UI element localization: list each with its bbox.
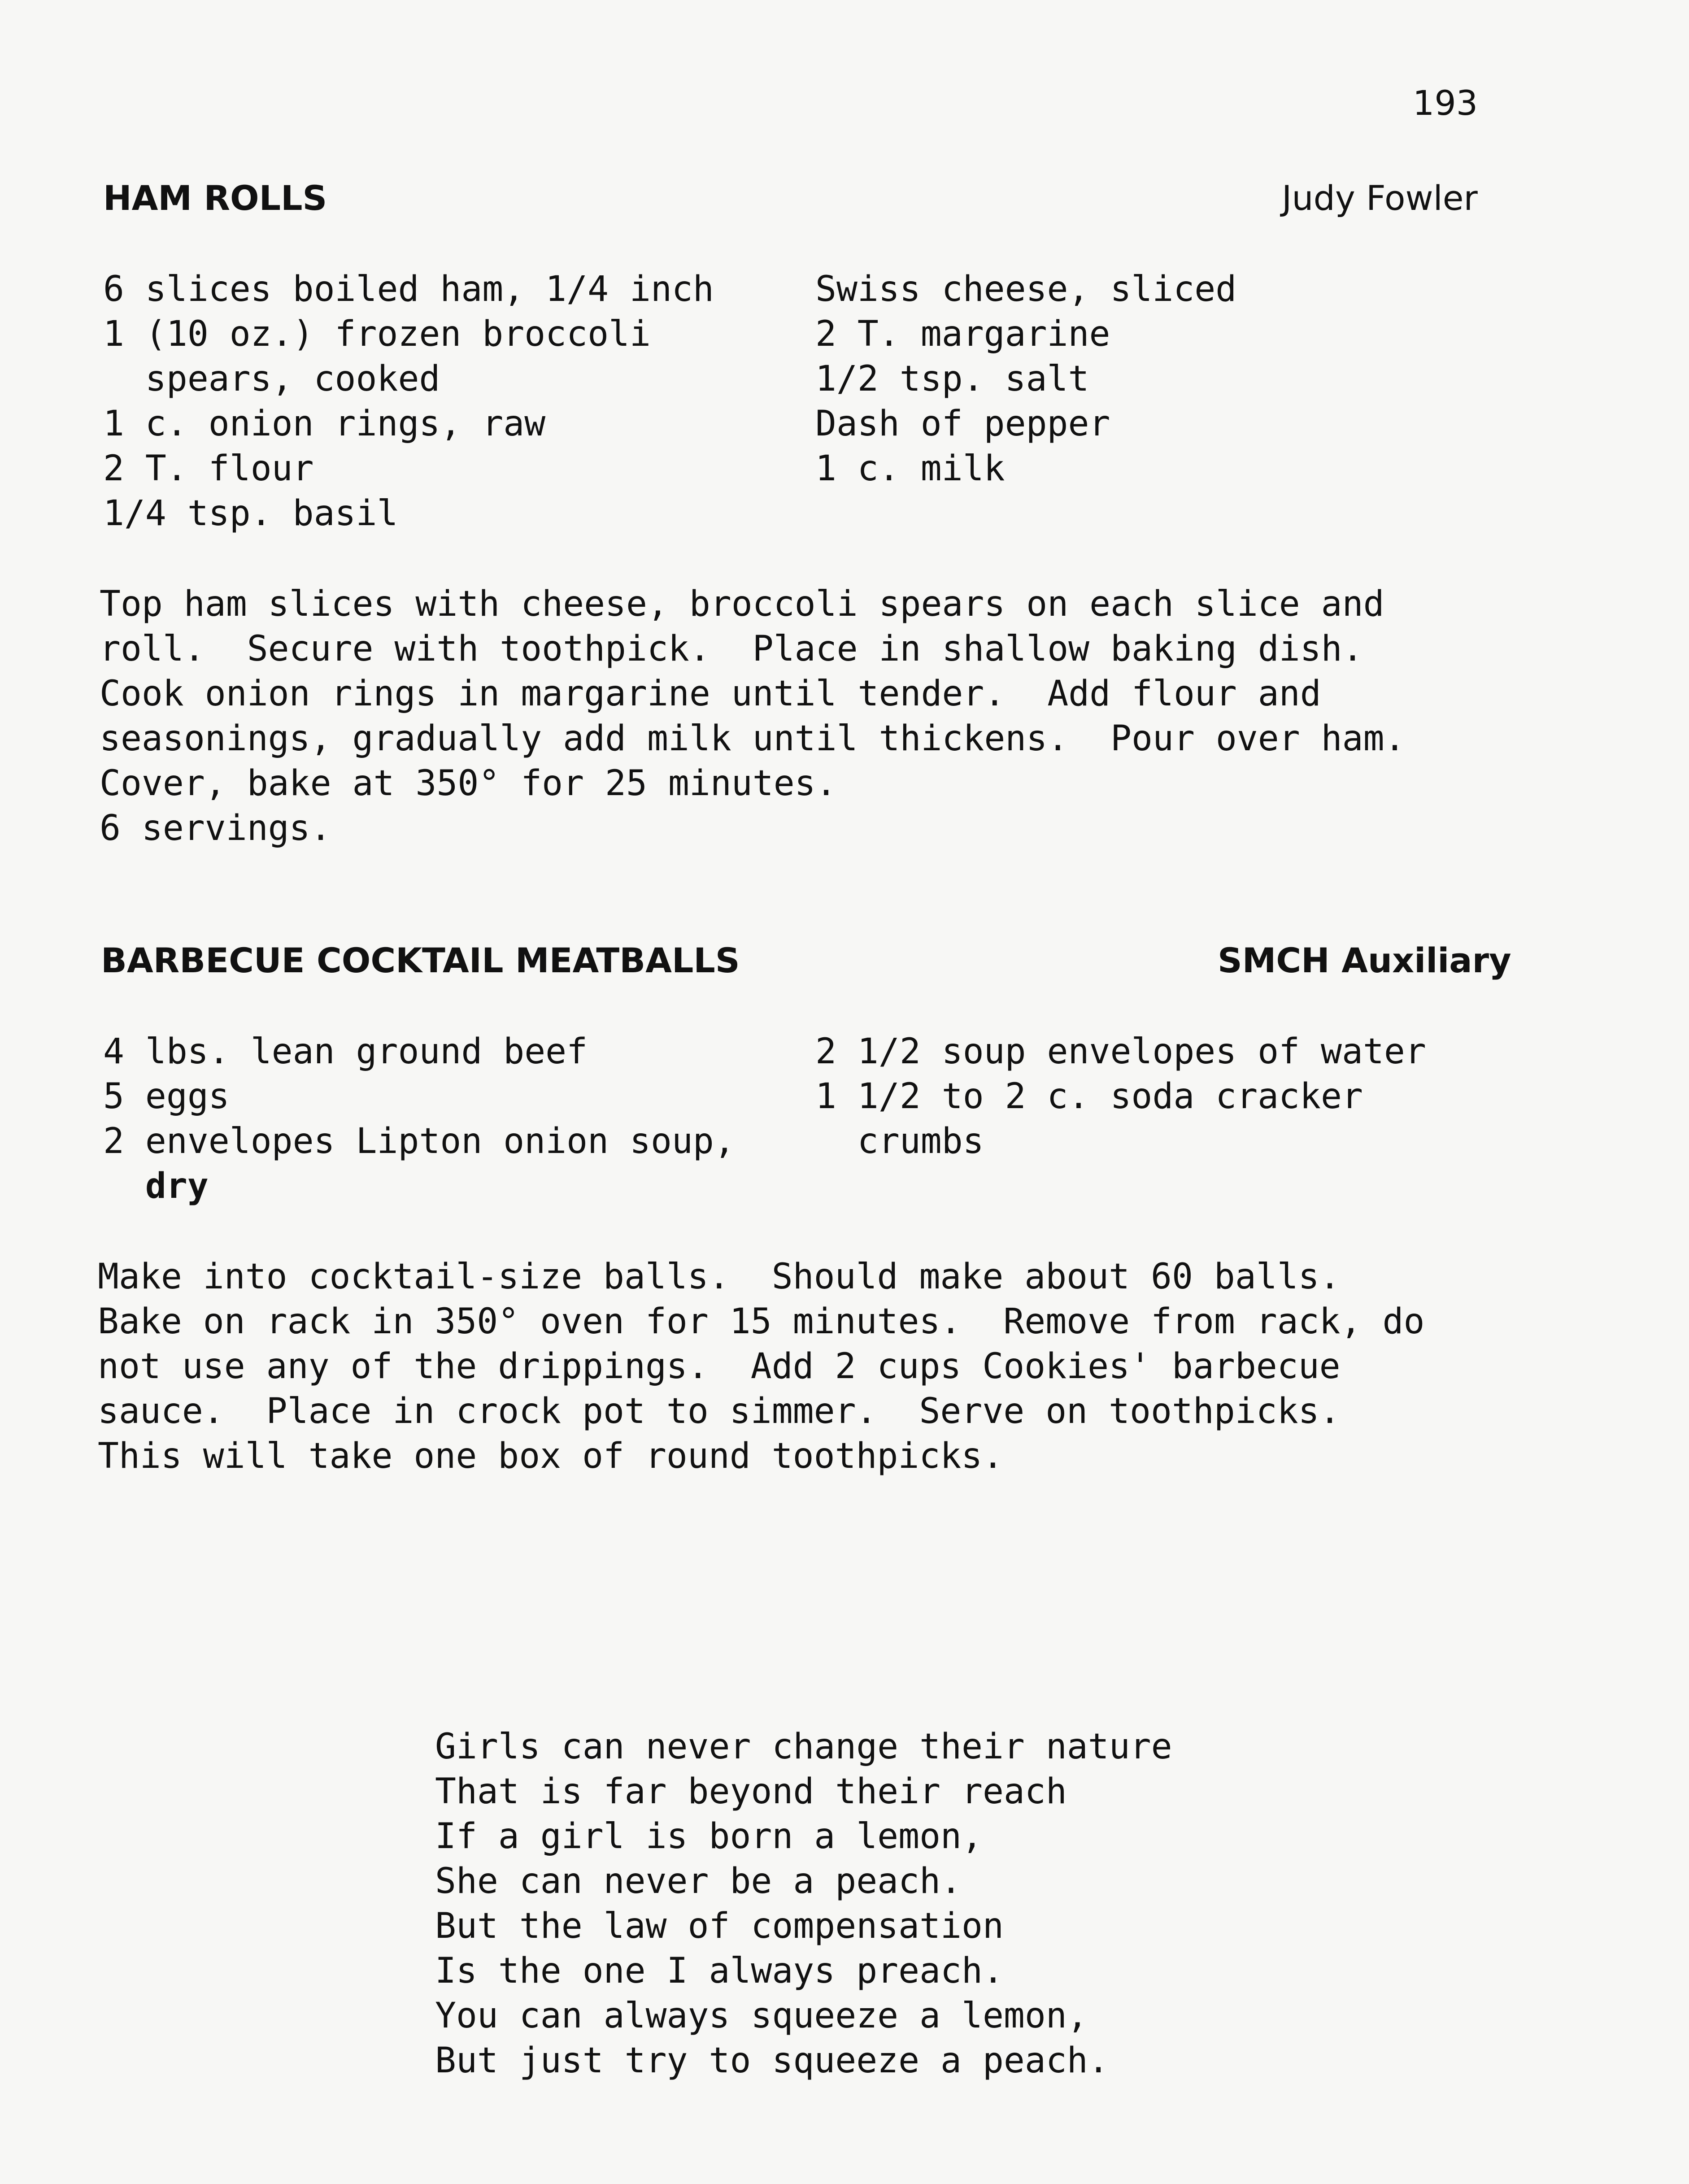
poem-line: But just try to squeeze a peach.	[435, 2040, 1109, 2081]
ingredient: 5 eggs	[103, 1076, 230, 1117]
direction-line: This will take one box of round toothpicks.	[98, 1436, 1004, 1476]
direction-line: roll. Secure with toothpick. Place in shallow baking dish.	[100, 629, 1363, 669]
ingredient: 1/2 tsp. salt	[815, 359, 1089, 399]
ingredient: 2 envelopes Lipton onion soup,	[103, 1121, 735, 1162]
recipe-author: SMCH Auxiliary	[1218, 940, 1511, 980]
direction-line: seasonings, gradually add milk until thickens. Pour over ham.	[100, 718, 1406, 759]
ingredient: dry	[103, 1166, 209, 1206]
ingredient: 2 T. margarine	[815, 314, 1110, 354]
ingredient: 6 slices boiled ham, 1/4 inch	[103, 269, 714, 309]
direction-line: 6 servings.	[100, 808, 331, 848]
ingredient: Swiss cheese, sliced	[815, 269, 1237, 309]
recipe-title: HAM ROLLS	[103, 178, 327, 218]
direction-line: Bake on rack in 350° oven for 15 minutes. Remove from rack, do	[98, 1301, 1425, 1342]
ingredient: Dash of pepper	[815, 404, 1110, 444]
direction-line: Top ham slices with cheese, broccoli spears on each slice and	[100, 584, 1384, 624]
ingredient: crumbs	[815, 1121, 984, 1162]
ingredient: 2 1/2 soup envelopes of water	[815, 1031, 1426, 1072]
ingredient: 1 1/2 to 2 c. soda cracker	[815, 1076, 1363, 1117]
ingredient: 1 c. milk	[815, 448, 1005, 489]
poem-line: Girls can never change their nature	[435, 1727, 1172, 1767]
recipe-title: BARBECUE COCKTAIL MEATBALLS	[101, 940, 740, 980]
direction-line: sauce. Place in crock pot to simmer. Serve on toothpicks.	[98, 1391, 1341, 1431]
poem-line: If a girl is born a lemon,	[435, 1816, 983, 1857]
ingredient: spears, cooked	[103, 359, 440, 399]
ingredient: 2 T. flour	[103, 448, 314, 489]
direction-line: not use any of the drippings. Add 2 cups Cookies' barbecue	[98, 1346, 1341, 1387]
page-number: 193	[1413, 83, 1478, 123]
recipe-author: Judy Fowler	[1282, 178, 1478, 218]
direction-line: Make into cocktail-size balls. Should make about 60 balls.	[98, 1257, 1341, 1297]
ingredient: 1 c. onion rings, raw	[103, 404, 546, 444]
ingredient: 1 (10 oz.) frozen broccoli	[103, 314, 651, 354]
poem-line: But the law of compensation	[435, 1906, 1004, 1946]
poem-line: She can never be a peach.	[435, 1861, 962, 1901]
direction-line: Cook onion rings in margarine until tender. Add flour and	[100, 674, 1321, 714]
direction-line: Cover, bake at 350° for 25 minutes.	[100, 763, 837, 804]
poem-line: You can always squeeze a lemon,	[435, 1996, 1088, 2036]
poem-line: Is the one I always preach.	[435, 1951, 1004, 1991]
ingredient: 1/4 tsp. basil	[103, 493, 398, 534]
poem-line: That is far beyond their reach	[435, 1771, 1067, 1812]
ingredient: 4 lbs. lean ground beef	[103, 1031, 588, 1072]
